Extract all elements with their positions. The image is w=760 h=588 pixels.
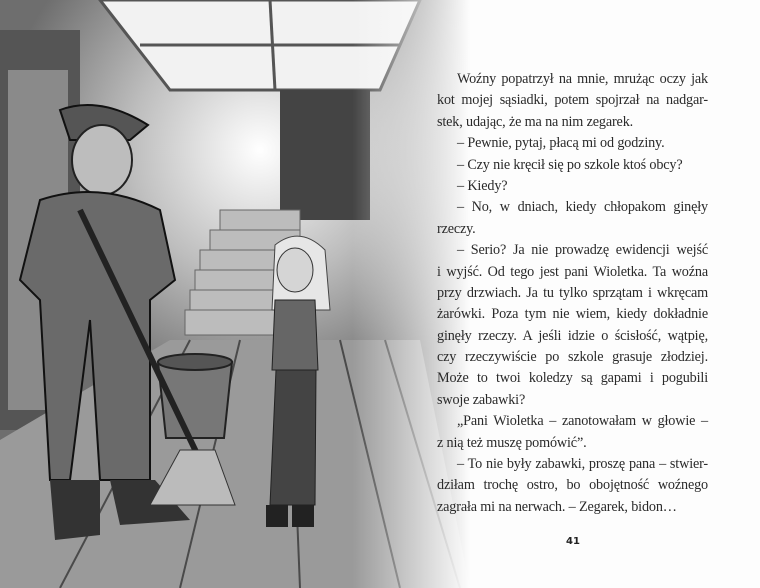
text-line: – Kiedy? bbox=[457, 177, 508, 194]
text-line: Może to twoi koledzy są gapami i pogubili bbox=[437, 370, 708, 387]
text-line: czy rzeczywiście po szkole grasuje złodziej. bbox=[437, 349, 708, 366]
text-line: rzeczy. bbox=[437, 220, 476, 237]
text-line: przy drzwiach. Ja tu tylko sprzątam i wkręcam bbox=[437, 284, 708, 301]
text-line: kot mojej sąsiadki, potem spojrzał na nadgar- bbox=[437, 92, 708, 109]
text-line: – Pewnie, pytaj, płacą mi od godziny. bbox=[457, 135, 665, 152]
text-line: – To nie były zabawki, proszę pana – stwier- bbox=[457, 456, 708, 473]
text-line: ginęły rzeczy. A jeśli idzie o ścisłość, wątpię, bbox=[437, 327, 708, 344]
text-line: z nią też muszę pomówić”. bbox=[437, 434, 587, 451]
text-line: zagrała mi na nerwach. – Zegarek, bidon… bbox=[437, 498, 677, 515]
text-line: swoje zabawki? bbox=[437, 391, 526, 408]
text-line: i wyjść. Od tego jest pani Wioletka. Ta woźna bbox=[437, 263, 708, 280]
text-line: Woźny popatrzył na mnie, mrużąc oczy jak bbox=[457, 71, 708, 87]
text-line: żarówki. Poza tym nie wiem, kiedy dokładnie bbox=[437, 306, 708, 323]
text-line: stek, udając, że ma na nim zegarek. bbox=[437, 113, 634, 130]
page-number: 41 bbox=[566, 536, 580, 547]
page-text bbox=[437, 69, 708, 518]
text-line: – Czy nie kręcił się po szkole ktoś obcy? bbox=[457, 156, 683, 173]
text-line: – Serio? Ja nie prowadzę ewidencji wejść bbox=[457, 242, 708, 259]
text-line: – No, w dniach, kiedy chłopakom ginęły bbox=[457, 199, 708, 216]
text-line: „Pani Wioletka – zanotowałam w głowie – bbox=[457, 413, 708, 430]
text-line: dziłam trochę ostro, bo obojętność woźnego bbox=[437, 477, 708, 494]
